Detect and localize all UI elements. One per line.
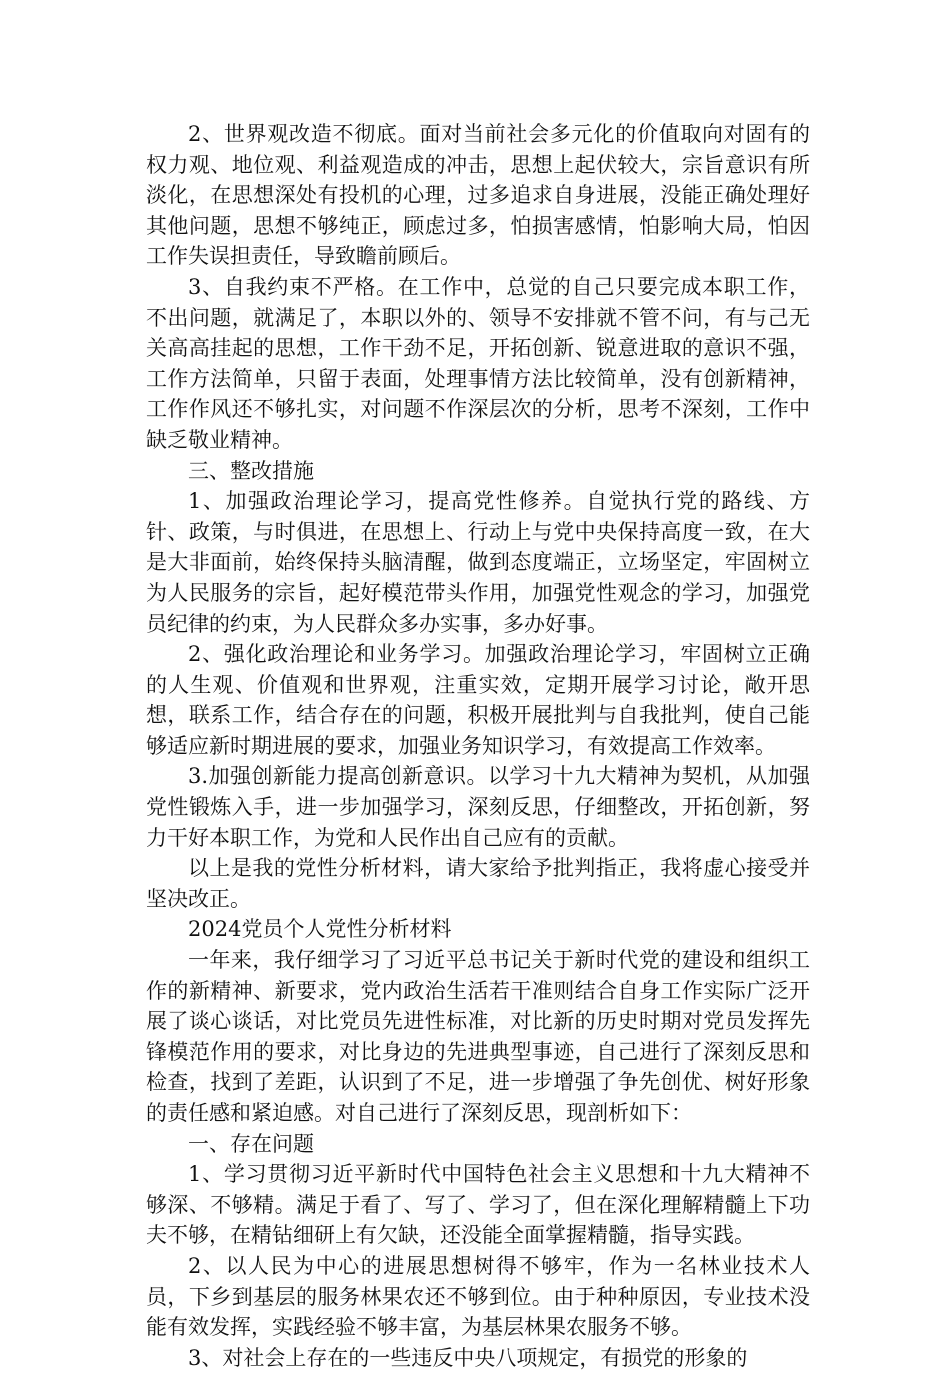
paragraph-problem-3: 3、对社会上存在的一些违反中央八项规定，有损党的形象的 <box>188 1345 748 1370</box>
paragraph-closing: 以上是我的党性分析材料，请大家给予批判指正，我将虚心接受并坚决改正。 <box>146 856 810 911</box>
paragraph-introduction: 一年来，我仔细学习了习近平总书记关于新时代党的建设和组织工作的新精神、新要求，党内政治生活若干准则结合自身工作实际广泛开展了谈心谈话，对比党员先进性标准，对比新的历史时期对党员发挥先锋模范作用的要求，对比身边的先进典型事迹，自己进行了深刻反思和检查，找到了差距，认识到了不足，进一步增强了争先创优、树好形象的责任感和紧迫感。对自己进行了深刻反思，现剖析如下： <box>146 948 810 1125</box>
paragraph-business-study: 2、强化政治理论和业务学习。加强政治理论学习，牢固树立正确的人生观、价值观和世界观，注重实效，定期开展学习讨论，敞开思想，联系工作，结合存在的问题，积极开展批判与自我批判，使自己能够适应新时期进展的要求，加强业务知识学习，有效提高工作效率。 <box>146 642 810 758</box>
section-heading-problems: 一、存在问题 <box>188 1131 314 1156</box>
document-body <box>146 119 810 1373</box>
paragraph-worldview: 2、世界观改造不彻底。面对当前社会多元化的价值取向对固有的权力观、地位观、利益观造成的冲击，思想上起伏较大，宗旨意识有所淡化，在思想深处有投机的心理，过多追求自身进展，没能正确处理好其他问题，思想不够纯正，顾虑过多，怕损害感情，怕影响大局，怕因工作失误担责任，导致瞻前顾后。 <box>146 122 810 269</box>
paragraph-innovation: 3.加强创新能力提高创新意识。以学习十九大精神为契机，从加强党性锻炼入手，进一步加强学习，深刻反思，仔细整改，开拓创新，努力干好本职工作，为党和人民作出自己应有的贡献。 <box>146 764 810 850</box>
paragraph-self-discipline: 3、自我约束不严格。在工作中，总觉的自己只要完成本职工作，不出问题，就满足了，本职以外的、领导不安排就不管不问，有与己无关高高挂起的思想，工作干劲不足，开拓创新、锐意进取的意识不强，工作方法简单，只留于表面，处理事情方法比较简单，没有创新精神，工作作风还不够扎实，对问题不作深层次的分析，思考不深刻，工作中缺乏敬业精神。 <box>146 274 810 452</box>
paragraph-problem-2: 2、以人民为中心的进展思想树得不够牢，作为一名林业技术人员，下乡到基层的服务林果农还不够到位。由于种种原因，专业技术没能有效发挥，实践经验不够丰富，为基层林果农服务不够。 <box>146 1253 810 1340</box>
paragraph-political-theory: 1、加强政治理论学习，提高党性修养。自觉执行党的路线、方针、政策，与时俱进，在思想上、行动上与党中央保持高度一致，在大是大非面前，始终保持头脑清醒，做到态度端正，立场坚定，牢固树立为人民服务的宗旨，起好模范带头作用，加强党性观念的学习，加强党员纪律的约束，为人民群众多办实事，多办好事。 <box>146 489 810 636</box>
document-title-2024: 2024党员个人党性分析材料 <box>188 917 452 942</box>
section-heading-rectification: 三、整改措施 <box>188 458 314 483</box>
paragraph-problem-1: 1、学习贯彻习近平新时代中国特色社会主义思想和十九大精神不够深、不够精。满足于看了、写了、学习了，但在深化理解精髓上下功夫不够，在精钻细研上有欠缺，还没能全面掌握精髓，指导实践。 <box>146 1162 810 1248</box>
